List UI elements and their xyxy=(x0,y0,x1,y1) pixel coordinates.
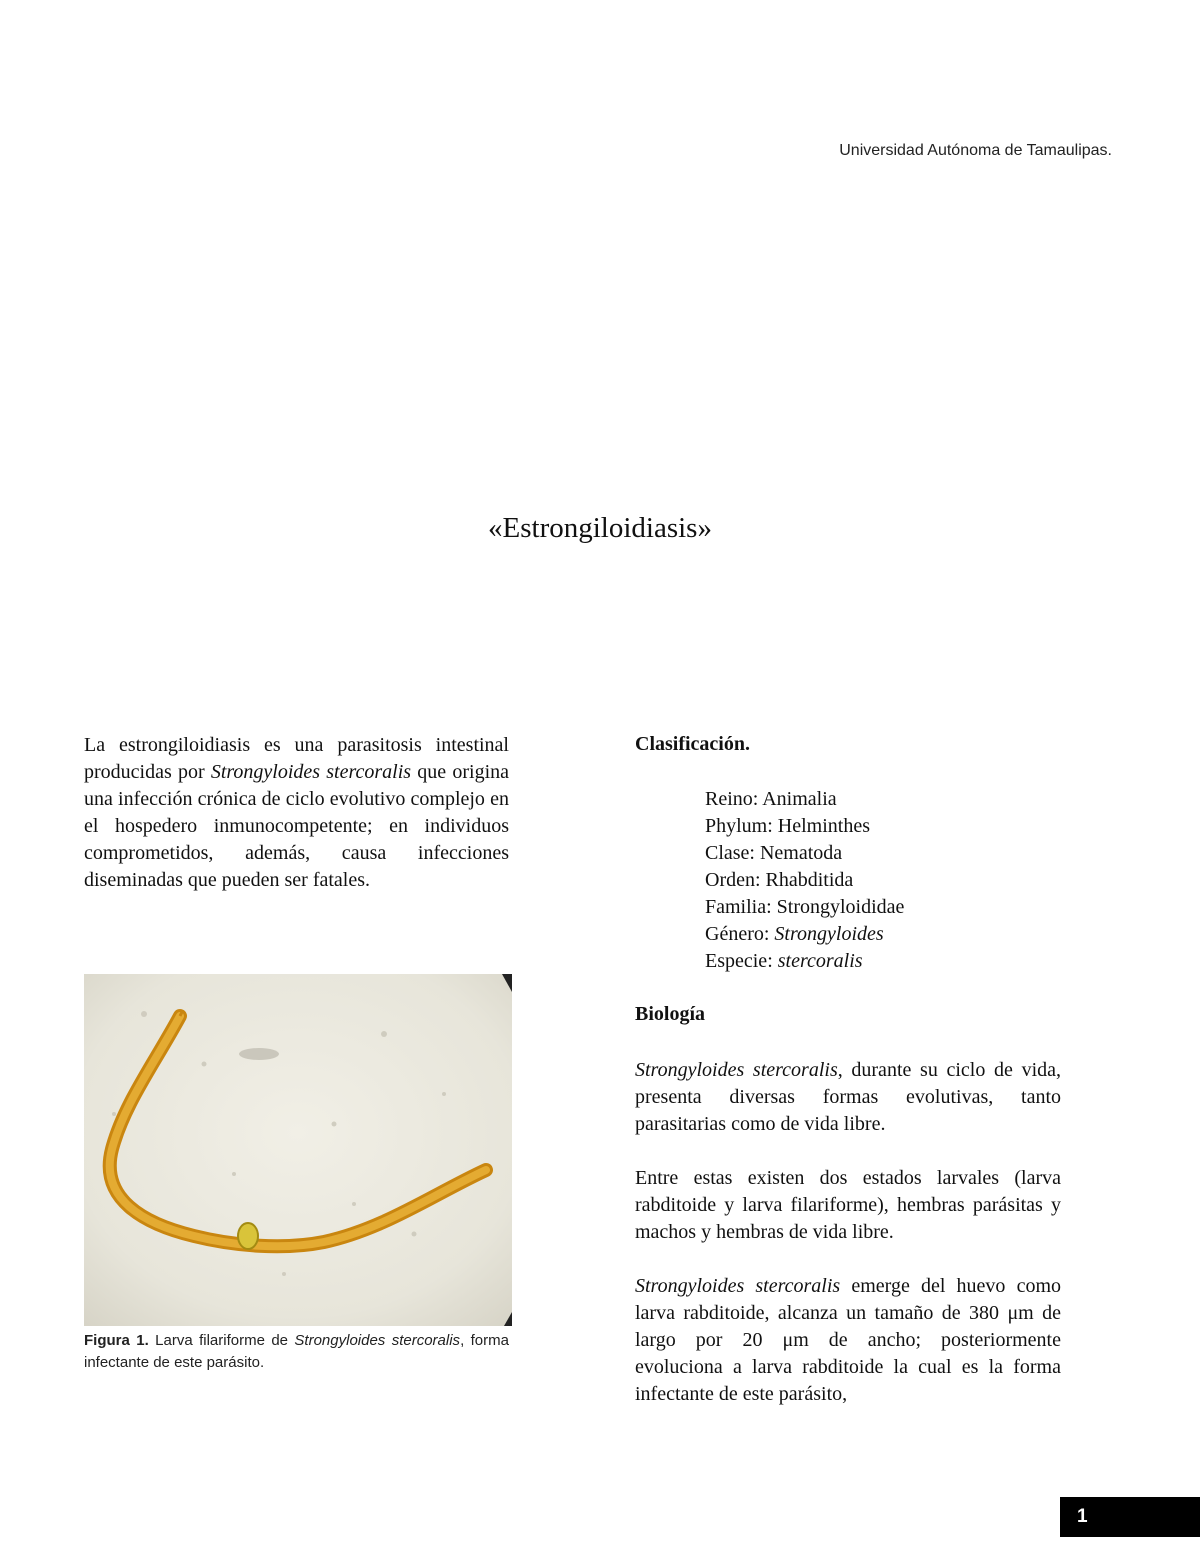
larva-micrograph xyxy=(84,974,512,1326)
class-item-reino: Reino: Animalia xyxy=(705,788,837,810)
intro-paragraph: La estrongiloidiasis es una parasitosis intestinal producidas por Strongyloides stercoralis que origina una infección crónica de ciclo evolutivo complejo en el hospedero inmunocompetente; en individuos comprometidos, además, causa infecciones diseminadas que pueden ser fatales. xyxy=(84,734,509,891)
class-item-phylum: Phylum: Helminthes xyxy=(705,815,870,837)
class-item-orden: Orden: Rhabditida xyxy=(705,869,854,891)
document-title: «Estrongiloidiasis» xyxy=(488,512,712,544)
figure-caption: Figura 1. Larva filariforme de Strongyloides stercoralis, forma infectante de este parásito. xyxy=(84,1332,509,1371)
biology-paragraph-3: Strongyloides stercoralis emerge del huevo como larva rabditoide, alcanza un tamaño de 380 μm de largo por 20 μm de ancho; posteriormente evoluciona a larva rabditoide la cual es la forma infectante de este parásito, xyxy=(635,1275,1061,1405)
classification-list xyxy=(705,786,904,975)
class-item-familia: Familia: Strongyloididae xyxy=(705,896,905,918)
class-item-especie: Especie: stercoralis xyxy=(705,950,863,972)
biology-heading: Biología xyxy=(635,1003,706,1025)
species-name: Strongyloides stercoralis xyxy=(210,761,412,783)
header-institution: Universidad Autónoma de Tamaulipas. xyxy=(839,142,1112,159)
class-item-clase: Clase: Nematoda xyxy=(705,842,843,864)
class-item-genero: Género: Strongyloides xyxy=(705,923,884,945)
page-number: 1 xyxy=(1060,1497,1200,1537)
biology-paragraph-1: Strongyloides stercoralis, durante su ciclo de vida, presenta diversas formas evolutivas, tanto parasitarias como de vida libre. xyxy=(635,1059,1061,1135)
classification-heading: Clasificación. xyxy=(635,733,750,755)
biology-paragraph-2: Entre estas existen dos estados larvales (larva rabditoide y larva filariforme), hembras parásitas y machos y hembras de vida libre. xyxy=(635,1167,1061,1243)
